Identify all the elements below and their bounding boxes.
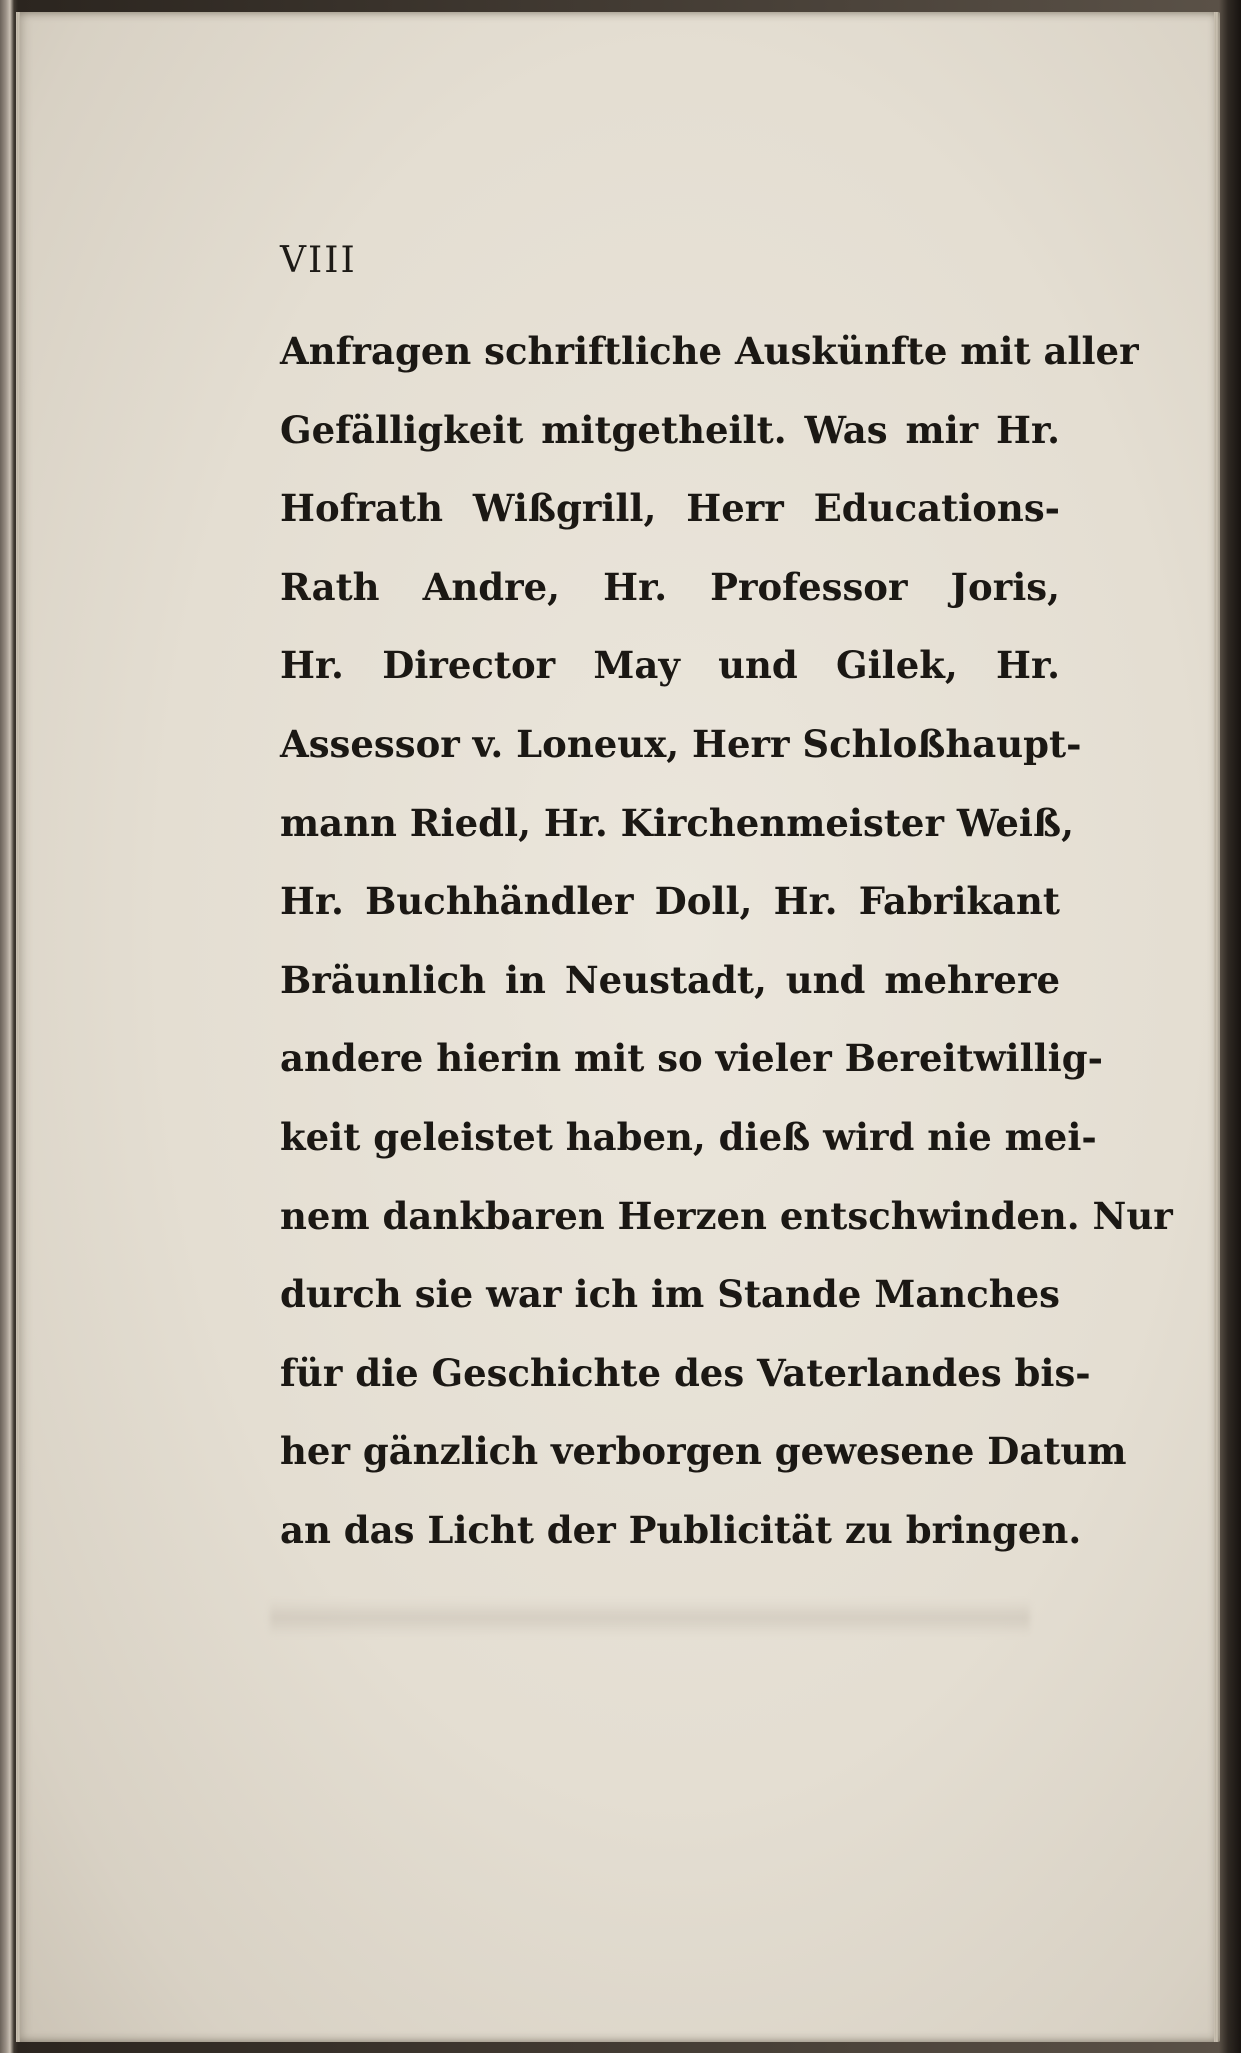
- text-line: andere hierin mit so vieler Bereitwillig-: [280, 1036, 1103, 1081]
- show-through-bleed: [270, 1600, 1030, 1636]
- text-line: her gänzlich verborgen gewesene Datum: [280, 1429, 1127, 1474]
- text-line: Anfragen schriftliche Auskünfte mit aller: [280, 329, 1139, 373]
- text-line: Bräunlich in Neustadt, und mehrere: [280, 957, 1060, 1002]
- text-line: keit geleistet haben, dieß wird nie mei-: [280, 1114, 1097, 1159]
- text-line: durch sie war ich im Stande Manches: [280, 1272, 1060, 1317]
- text-line: Hr. Director May und Gilek, Hr.: [280, 643, 1060, 688]
- text-line: an das Licht der Publicität zu bringen.: [280, 1507, 1082, 1552]
- page-edge-right: [1214, 12, 1218, 2042]
- page-number: VIII: [280, 240, 357, 281]
- text-line: Rath Andre, Hr. Professor Joris,: [280, 564, 1060, 609]
- body-text: [280, 312, 1173, 1570]
- text-line: Hr. Buchhändler Doll, Hr. Fabrikant: [280, 879, 1060, 924]
- text-line: mann Riedl, Hr. Kirchenmeister Weiß,: [280, 800, 1074, 845]
- text-line: Assessor v. Loneux, Herr Schloßhaupt-: [280, 721, 1082, 766]
- page-edge-left: [16, 12, 20, 2042]
- text-line: Gefälligkeit mitgetheilt. Was mir Hr.: [280, 407, 1060, 452]
- text-line: nem dankbaren Herzen entschwinden. Nur: [280, 1193, 1173, 1238]
- text-line: Hofrath Wißgrill, Herr Educations-: [280, 486, 1060, 531]
- text-line: für die Geschichte des Vaterlandes bis-: [280, 1350, 1091, 1395]
